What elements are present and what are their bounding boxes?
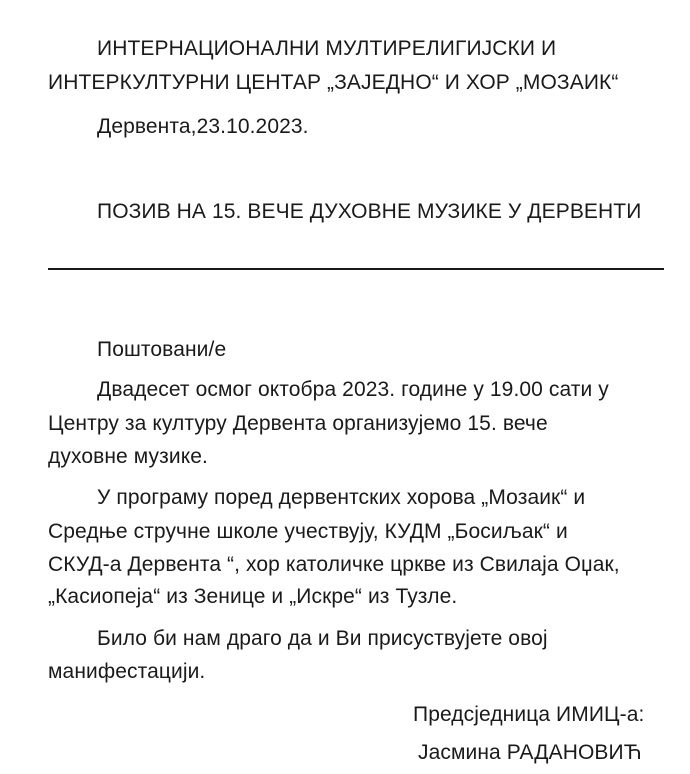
paragraph-1-line-2: Центру за културу Дервента организујемо 15. вече	[48, 412, 548, 435]
signature-name: Јасмина РАДАНОВИЋ	[418, 741, 642, 764]
divider-line	[48, 268, 664, 270]
paragraph-2-line-4: „Касиопеја“ из Зенице и „Искре“ из Тузле.	[48, 585, 458, 608]
place-date: Дервента,23.10.2023.	[97, 115, 309, 138]
greeting: Поштовани/е	[97, 338, 227, 361]
org-name-line-2: ИНТЕРКУЛТУРНИ ЦЕНТАР „ЗАЈЕДНО“ И ХОР „МОЗАИК“	[48, 71, 619, 94]
paragraph-2-line-3: СКУД-а Дервента “, хор католичке цркве из Свилаја Оџак,	[48, 553, 620, 576]
paragraph-1-line-1: Двадесет осмог октобра 2023. године у 19.00 сати у	[97, 378, 609, 401]
paragraph-3-line-2: манифестацији.	[48, 660, 206, 683]
paragraph-2-line-1: У програму поред дервентских хорова „Мозаик“ и	[97, 486, 586, 509]
paragraph-2-line-2: Средње стручне школе учествују, КУДМ „Босиљак“ и	[48, 520, 568, 543]
paragraph-3-line-1: Било би нам драго да и Ви присуствујете овој	[97, 627, 548, 650]
org-name-line-1: ИНТЕРНАЦИОНАЛНИ МУЛТИРЕЛИГИЈСКИ И	[97, 37, 557, 60]
paragraph-1-line-3: духовне музике.	[48, 445, 208, 468]
letter-title: ПОЗИВ НА 15. ВЕЧЕ ДУХОВНЕ МУЗИКЕ У ДЕРВЕНТИ	[97, 200, 642, 223]
signature-role: Предсједница ИМИЦ-а:	[413, 703, 645, 726]
